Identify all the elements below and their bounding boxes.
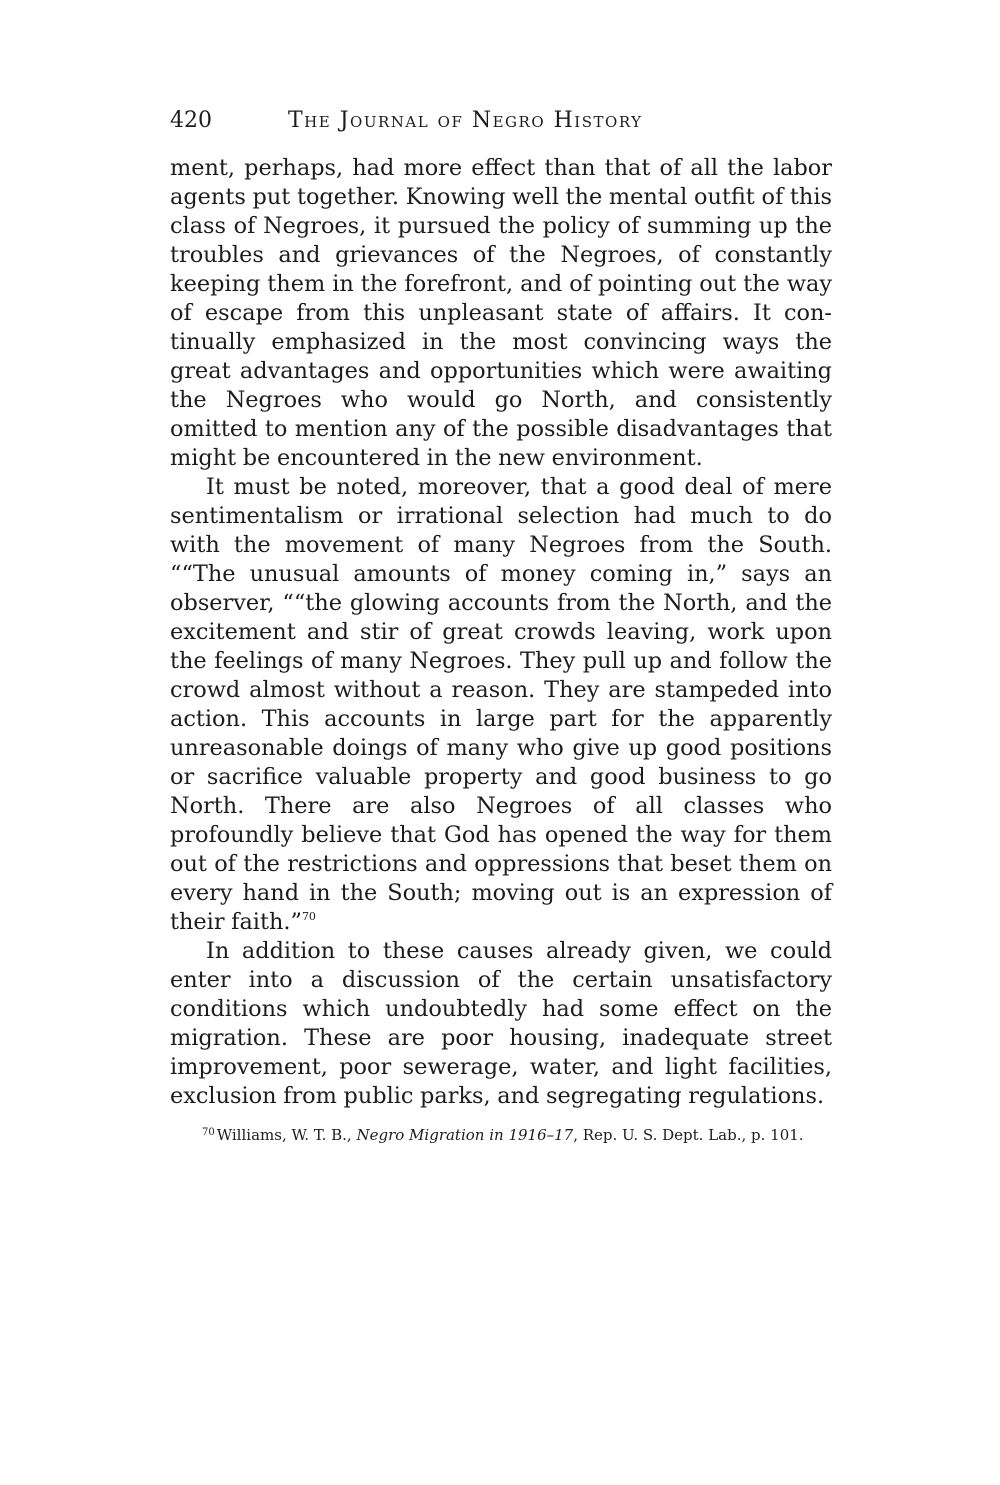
paragraph-1: ment, perhaps, had more effect than that of all the labor agents put together. Knowing well the mental outfit of this class of Negroes, it pursued the policy of summing up the troubles and grievances of the Negroes, of constantly keeping them in the forefront, and of pointing out the way of escape from this unpleasant state of affairs. It continually emphasized in the most convincing ways the great advantages and opportunities which were awaiting the Negroes who would go North, and consistently omitted to mention any of the possible disadvantages that might be encountered in the new environment. [170,155,832,471]
paragraph-3: In addition to these causes already given, we could enter into a discussion of the certain unsatisfactory conditions which undoubtedly had some effect on the migration. These are poor housing, inadequate street improvement, poor sewerage, water, and light facilities, exclusion from public parks, and segregating regulations. [170,938,832,1109]
running-head [170,106,832,140]
journal-title: The Journal of Negro History [288,108,643,133]
page-number: 420 [170,108,212,133]
paragraph-2-text: It must be noted, moreover, that a good deal of mere sentimentalism or irrational selection had much to do with the movement of many Negroes from the South. ““The unusual amounts of money coming in,” says an observer, ““the glowing accounts from the North, and the excitement and stir of great crowds leaving, work upon the feelings of many Negroes. They pull up and follow the crowd almost without a reason. They are stampeded into action. This accounts in large part for the apparently unreasonable doings of many who give up good positions or sacrifice valuable property and good business to go North. There are also Negroes of all classes who profoundly believe that God has opened the way for them out of the restrictions and oppressions that beset them on every hand in the South; moving out is an expression of their faith.” [170,474,832,935]
footnote-rest: , Rep. U. S. Dept. Lab., p. 101. [573,1126,804,1144]
footnote-marker: 70 [202,1127,215,1138]
footnote [170,1123,832,1147]
footnote-reference: 70 [301,910,316,923]
footnote-title: Negro Migration in 1916–17 [356,1126,574,1144]
paragraph-2 [170,473,832,937]
footnote-author: Williams, W. T. B., [216,1126,357,1144]
document-page [170,106,832,1162]
